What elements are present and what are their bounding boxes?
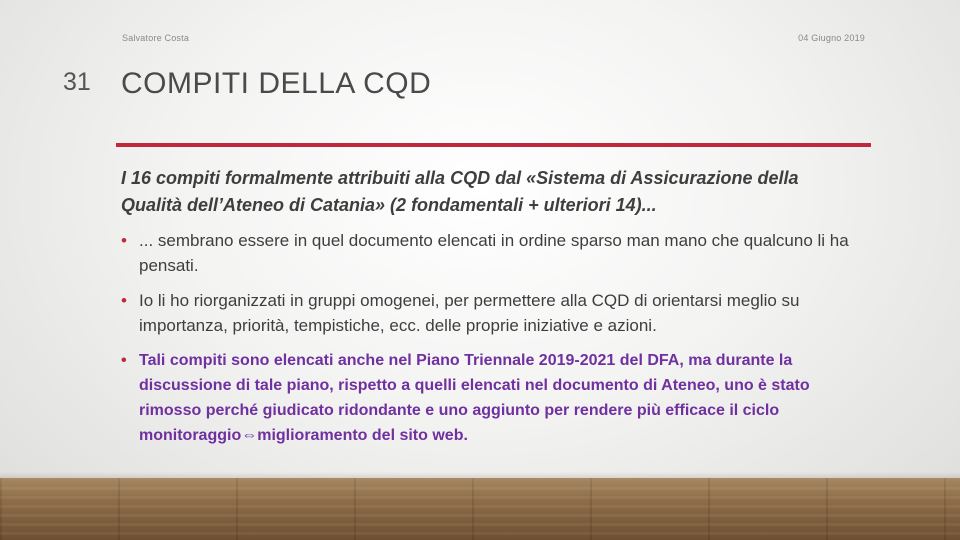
bullet-text: Io li ho riorganizzati in gruppi omogenei, per permettere alla CQD di orientarsi meglio su importanza, priorità, tempistiche, ecc. delle proprie iniziative e azioni.	[139, 291, 800, 335]
lead-paragraph: I 16 compiti formalmente attribuiti alla CQD dal «Sistema di Assicurazione della Qualità dell’Ateneo di Catania» (2 fondamentali + ulteriori 14)...	[121, 168, 799, 215]
slide-number: 31	[63, 68, 91, 96]
list-item-highlight	[121, 348, 861, 448]
bullet-text-before: Tali compiti sono elencati anche nel Piano Triennale 2019-2021 del DFA, ma durante la discussione di tale piano, rispetto a quelli elencati nel documento di Ateneo, uno è stato rimosso perché giudicato ridondante e uno aggiunto per rendere più efficace il ciclo monitoraggio	[139, 352, 810, 444]
slide-body	[121, 165, 861, 458]
wood-floor-decoration	[0, 478, 960, 540]
bullet-text: ... sembrano essere in quel documento elencati in ordine sparso man mano che qualcuno li ha pensati.	[139, 231, 849, 275]
bullet-icon: •	[121, 352, 127, 369]
double-arrow-icon: ⇔	[241, 427, 258, 444]
header-date: 04 Giugno 2019	[798, 33, 865, 43]
list-item	[121, 288, 861, 338]
bullet-icon: •	[121, 231, 127, 250]
list-item	[121, 228, 861, 278]
header-author: Salvatore Costa	[122, 33, 190, 43]
slide-title: COMPITI DELLA CQD	[121, 67, 432, 100]
bullet-text-after: miglioramento del sito web.	[257, 427, 468, 444]
title-divider	[116, 143, 871, 147]
bullet-list	[121, 228, 861, 448]
bullet-icon: •	[121, 291, 127, 310]
